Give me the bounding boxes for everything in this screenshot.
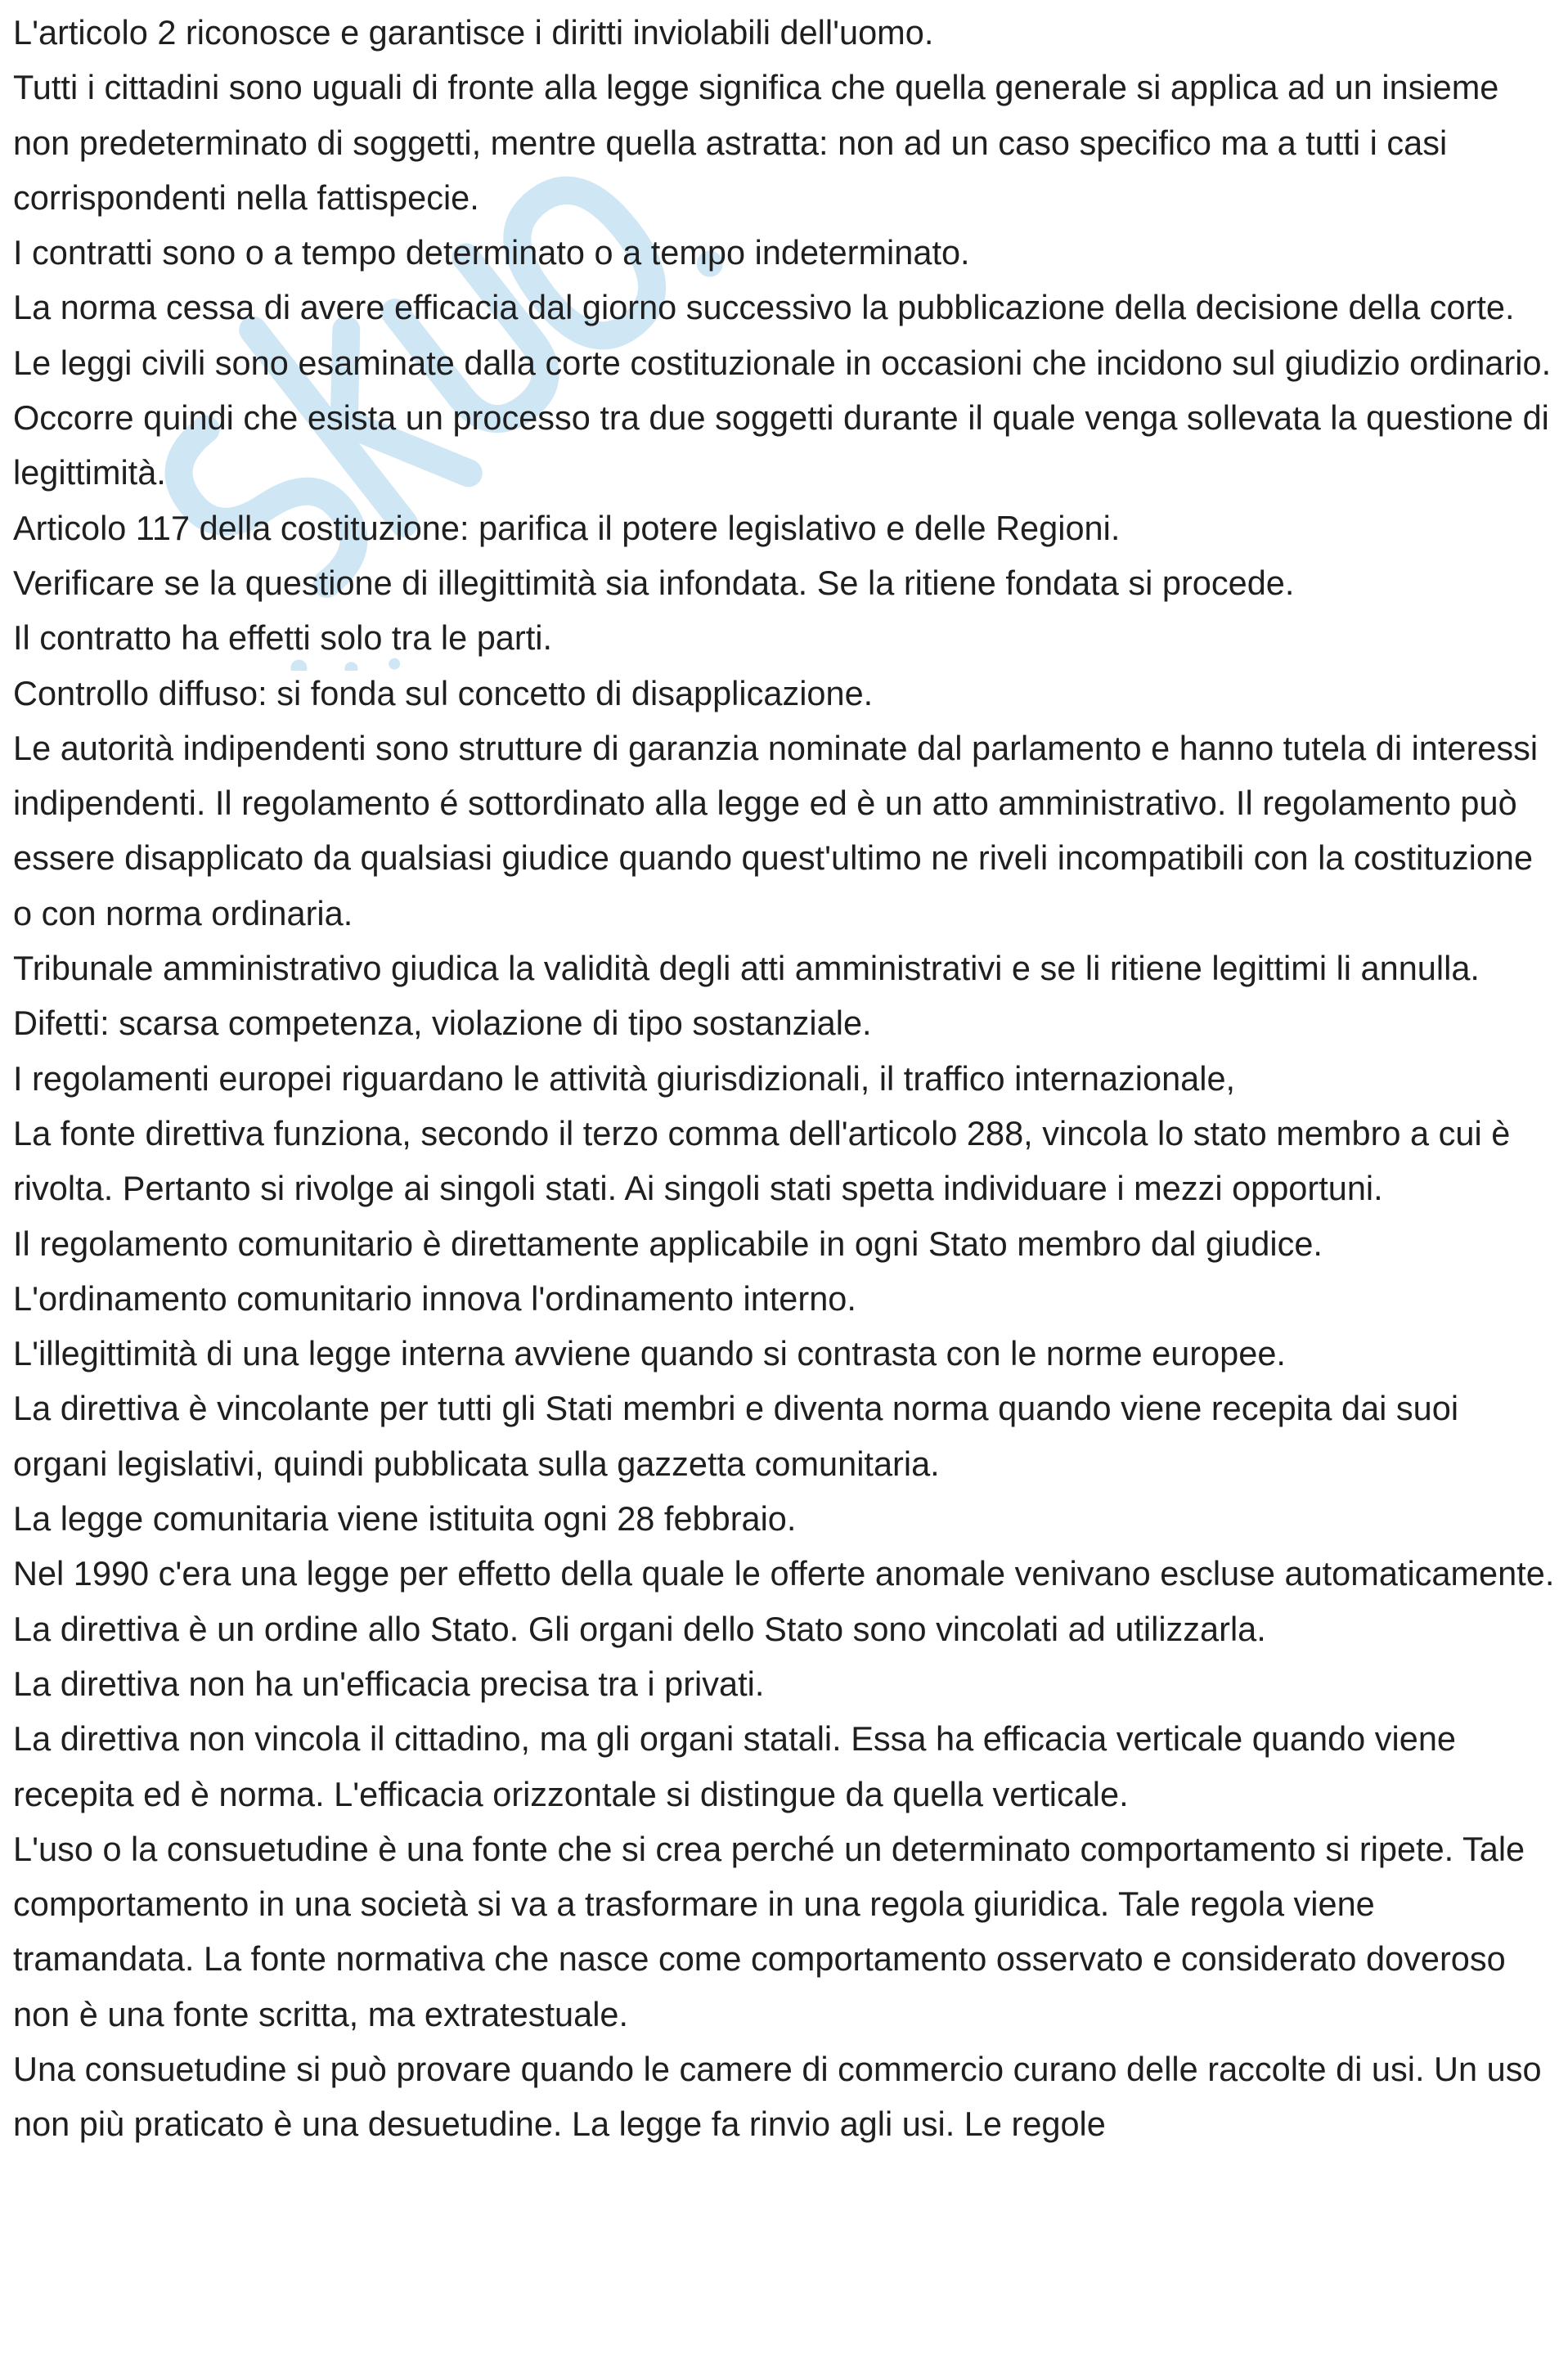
paragraph: La direttiva è un ordine allo Stato. Gli organi dello Stato sono vincolati ad utilizzarla. [13, 1609, 1266, 1648]
paragraph: Controllo diffuso: si fonda sul concetto di disapplicazione. [13, 673, 874, 712]
paragraph: Nel 1990 c'era una legge per effetto della quale le offerte anomale venivano escluse automaticamente. [13, 1554, 1555, 1593]
paragraph: La legge comunitaria viene istituita ogni 28 febbraio. [13, 1499, 797, 1539]
paragraph: La direttiva è vincolante per tutti gli Stati membri e diventa norma quando viene recepita dai suoi organi legislativi, quindi pubblicata sulla gazzetta comunitaria. [13, 1389, 1459, 1483]
paragraph: Tribunale amministrativo giudica la validità degli atti amministrativi e se li ritiene legittimi li annulla. [13, 949, 1480, 988]
paragraph: L'ordinamento comunitario innova l'ordinamento interno. [13, 1278, 856, 1318]
paragraph: Una consuetudine si può provare quando le camere di commercio curano delle raccolte di usi. Un uso non più praticato è una desuetudine. La legge fa rinvio agli usi. Le regole [13, 2049, 1542, 2144]
paragraph: Articolo 117 della costituzione: parifica il potere legislativo e delle Regioni. [13, 508, 1121, 547]
paragraph: I contratti sono o a tempo determinato o a tempo indeterminato. [13, 233, 970, 272]
paragraph: I regolamenti europei riguardano le attività giurisdizionali, il traffico internazionale, [13, 1058, 1236, 1098]
paragraph: Il regolamento comunitario è direttamente applicabile in ogni Stato membro dal giudice. [13, 1224, 1323, 1263]
paragraph: La direttiva non vincola il cittadino, ma gli organi statali. Essa ha efficacia verticale quando viene recepita ed è norma. L'efficacia orizzontale si distingue da quella verticale. [13, 1719, 1456, 1813]
paragraph: La direttiva non ha un'efficacia precisa tra i privati. [13, 1664, 765, 1703]
paragraph: Verificare se la questione di illegittimità sia infondata. Se la ritiene fondata si procede. [13, 563, 1295, 602]
paragraph: Le autorità indipendenti sono strutture di garanzia nominate dal parlamento e hanno tutela di interessi indipendenti. Il regolamento é sottordinato alla legge ed è un atto amministrativo. Il regolamento può essere disapplicato da qualsiasi giudice quando quest'ultimo ne riveli incompatibili con la costituzione o con norma ordinaria. [13, 728, 1539, 932]
paragraph: L'illegittimità di una legge interna avviene quando si contrasta con le norme europee. [13, 1334, 1286, 1373]
document-body [13, 5, 1559, 2152]
paragraph: Difetti: scarsa competenza, violazione di tipo sostanziale. [13, 1004, 872, 1043]
paragraph: Tutti i cittadini sono uguali di fronte alla legge significa che quella generale si applica ad un insieme non predeterminato di soggetti, mentre quella astratta: non ad un caso specifico ma a tutti i casi corrispondenti nella fattispecie. [13, 68, 1499, 217]
paragraph: L'uso o la consuetudine è una fonte che si crea perché un determinato comportamento si ripete. Tale comportamento in una società si va a trasformare in una regola giuridica. Tale regola viene tramandata. La fonte normativa che nasce come comportamento osservato e considerato doveroso non è una fonte scritta, ma extratestuale. [13, 1829, 1525, 2033]
paragraph: La fonte direttiva funziona, secondo il terzo comma dell'articolo 288, vincola lo stato membro a cui è rivolta. Pertanto si rivolge ai singoli stati. Ai singoli stati spetta individuare i mezzi opportuni. [13, 1113, 1511, 1208]
paragraph: L'articolo 2 riconosce e garantisce i diritti inviolabili dell'uomo. [13, 13, 934, 52]
paragraph: Il contratto ha effetti solo tra le parti. [13, 618, 552, 658]
paragraph: La norma cessa di avere efficacia dal giorno successivo la pubblicazione della decisione della corte. Le leggi civili sono esaminate dalla corte costituzionale in occasioni che incidono sul giudizio ordinario. Occorre quindi che esista un processo tra due soggetti durante il quale venga sollevata la questione di legittimità. [13, 288, 1552, 492]
